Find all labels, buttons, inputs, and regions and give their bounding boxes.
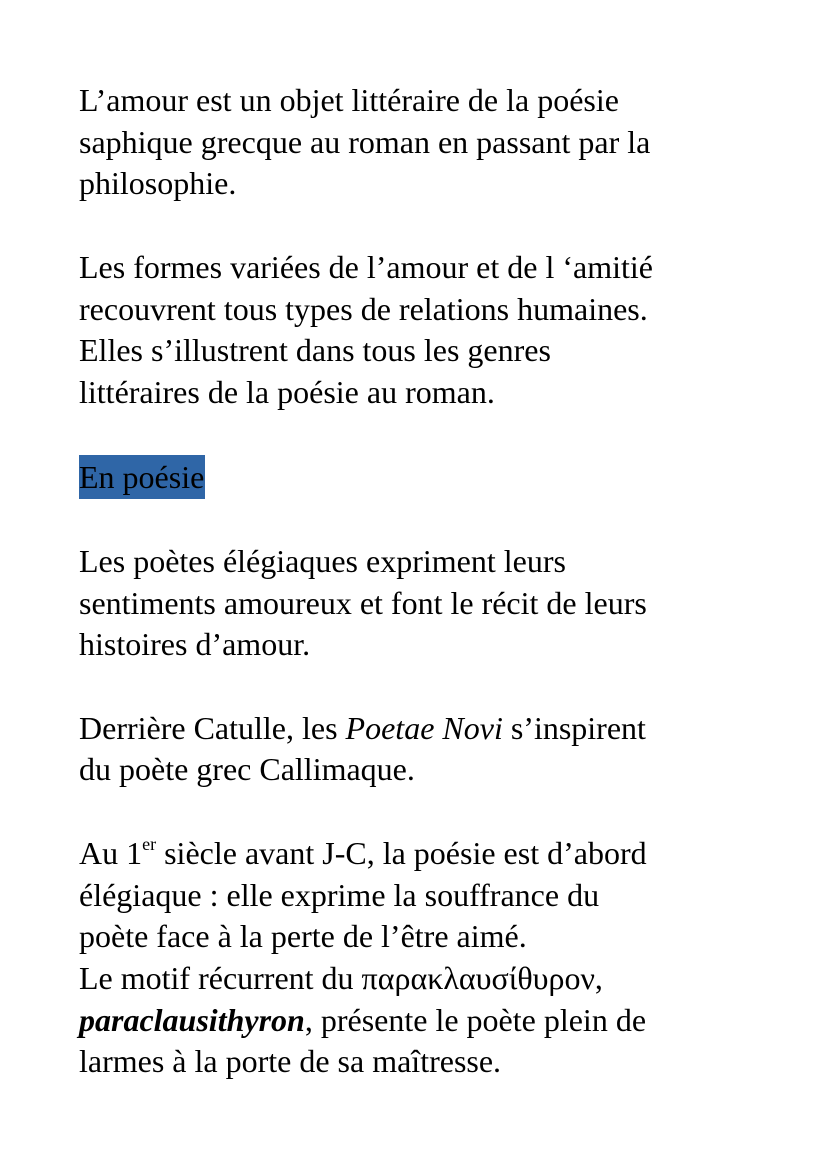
elegiac-paragraph [79,541,779,666]
paragraph-spacer [79,791,779,833]
paragraph-spacer [79,499,779,541]
text-line: saphique grecque au roman en passant par la [79,123,651,160]
text-line [79,708,779,750]
superscript: er [142,833,157,854]
paragraph-spacer [79,414,779,456]
text-line: Les formes variées de l’amour et de l ‘amitié [79,248,653,285]
intro-paragraph [79,80,779,205]
document-page [79,80,779,1083]
bold-italic-term: paraclausithyron [79,1001,305,1038]
text-line: Elles s’illustrent dans tous les genres [79,332,551,369]
text-segment: siècle avant J-C, la poésie est d’abord [156,834,647,871]
section-heading-line [79,455,779,499]
text-line [79,833,779,875]
text-segment: , présente le poète plein de [304,1001,647,1038]
text-line: élégiaque : elle exprime la souffrance du [79,876,600,913]
text-segment: s’inspirent [502,709,646,746]
italic-term: Poetae Novi [345,709,503,746]
section-heading-selected[interactable]: En poésie [79,455,205,499]
text-line: littéraires de la poésie au roman. [79,373,495,410]
text-line: Les poètes élégiaques expriment leurs [79,542,566,579]
catullus-paragraph [79,708,779,791]
text-segment: Derrière Catulle, les [79,709,346,746]
text-line: Le motif récurrent du παρακλαυσίθυρον, [79,959,603,996]
paragraph-spacer [79,205,779,247]
text-line: sentiments amoureux et font le récit de leurs [79,584,647,621]
text-line: du poète grec Callimaque. [79,751,415,788]
text-segment: Au 1 [79,834,143,871]
text-line: philosophie. [79,165,237,202]
text-line [79,1000,779,1042]
text-line: L’amour est un objet littéraire de la poésie [79,82,619,118]
text-line: recouvrent tous types de relations humaines. [79,290,648,327]
forms-paragraph [79,247,779,414]
text-line: poète face à la perte de l’être aimé. [79,918,527,955]
paragraph-spacer [79,666,779,708]
text-line: larmes à la porte de sa maîtresse. [79,1043,502,1080]
century-paragraph [79,833,779,1083]
text-line: histoires d’amour. [79,626,311,663]
